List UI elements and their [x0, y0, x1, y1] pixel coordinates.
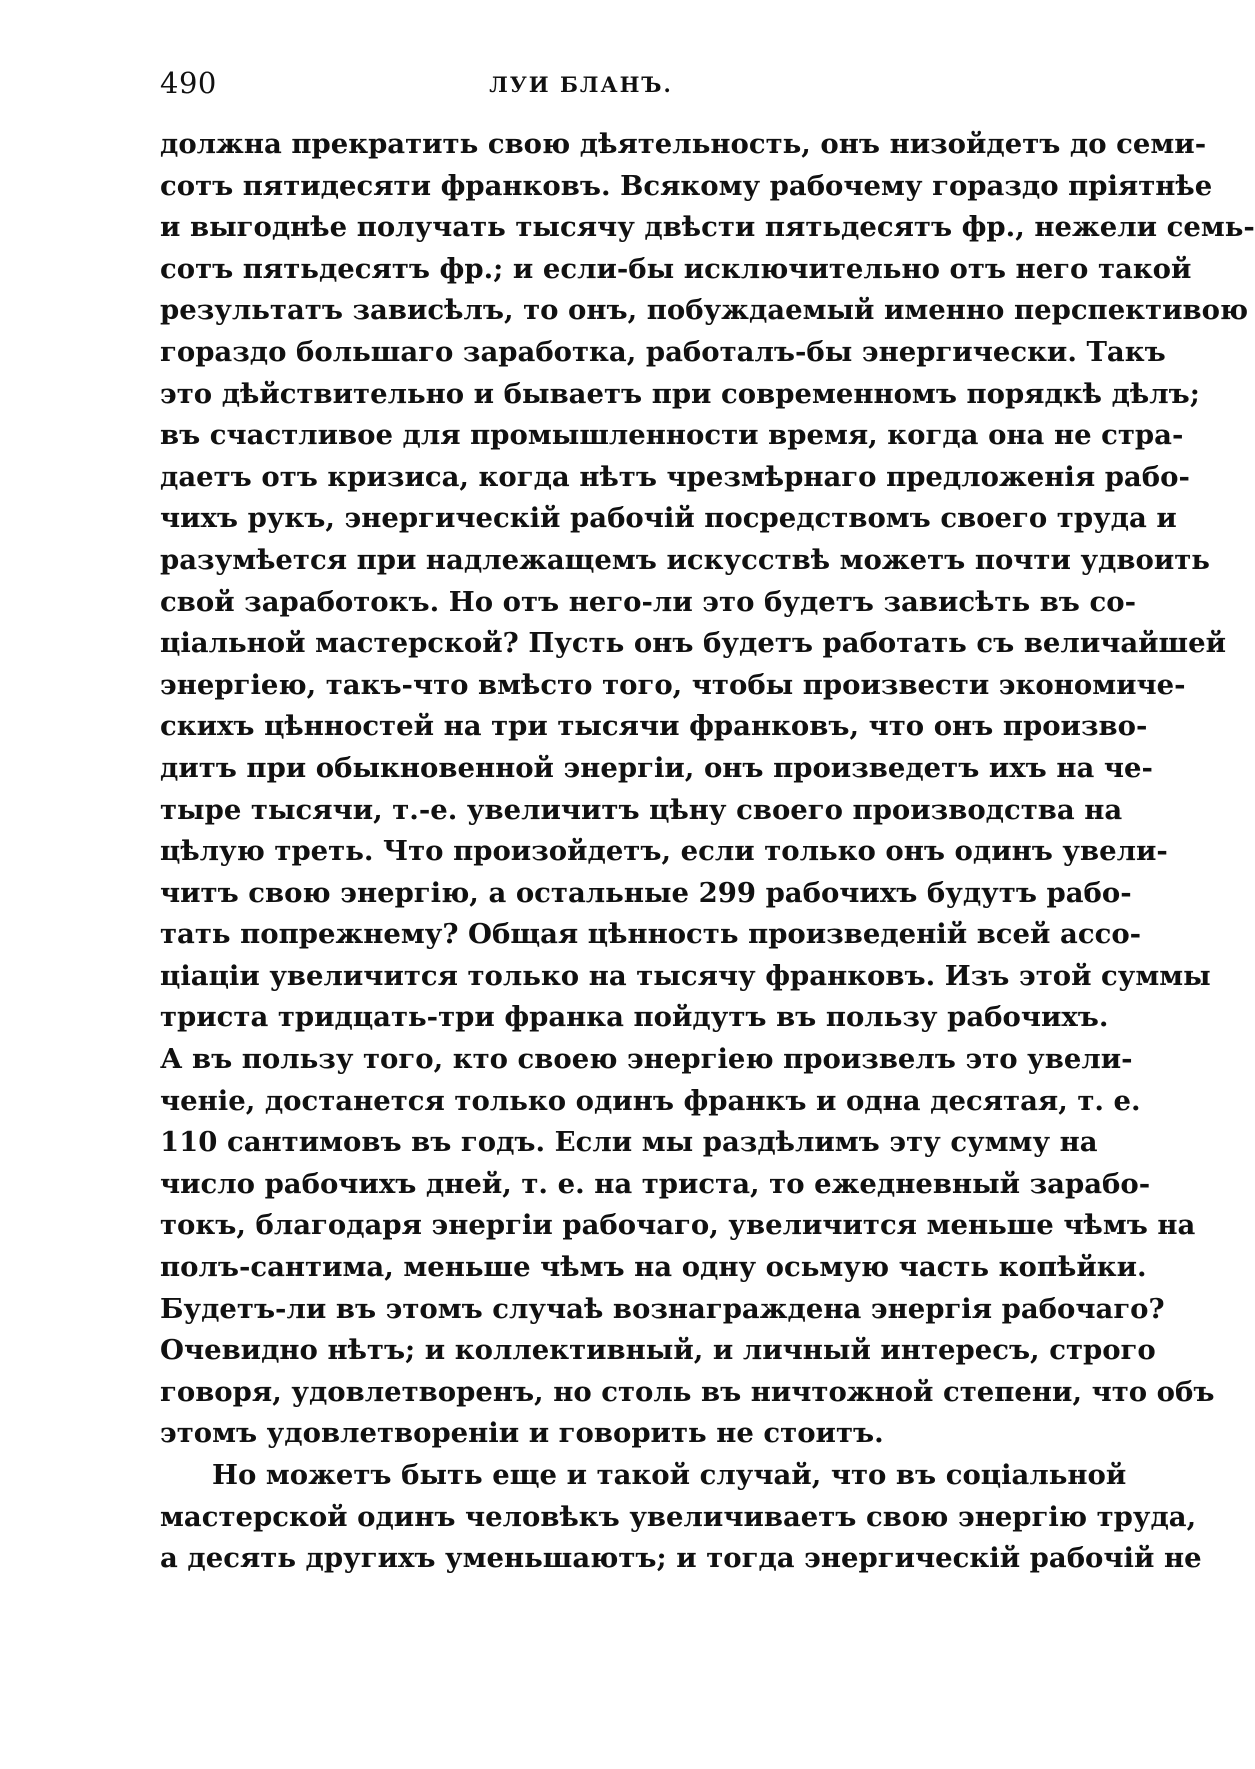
text-line: Очевидно нѣтъ; и коллективный, и личный интересъ, строго [160, 1334, 1156, 1367]
text-line: ціаціи увеличится только на тысячу франковъ. Изъ этой суммы [160, 959, 1211, 992]
text-line: Но можетъ быть еще и такой случай, что въ соціальной [212, 1459, 1127, 1491]
text-line: токъ, благодаря энергіи рабочаго, увеличится меньше чѣмъ на [160, 1209, 1196, 1242]
page-header [160, 58, 1002, 98]
text-line: Будетъ-ли въ этомъ случаѣ вознаграждена энергія рабочаго? [160, 1292, 1165, 1325]
text-line: и выгоднѣе получать тысячу двѣсти пятьдесятъ фр., нежели семь- [160, 211, 1255, 244]
text-line: триста тридцать-три франка пойдутъ въ пользу рабочихъ. [160, 1001, 1109, 1034]
text-line: 110 сантимовъ въ годъ. Если мы раздѣлимъ эту сумму на [160, 1126, 1098, 1159]
text-line: ціальной мастерской? Пусть онъ будетъ работать съ величайшей [160, 627, 1227, 660]
text-line: разумѣется при надлежащемъ искусствѣ можетъ почти удвоить [160, 543, 1210, 576]
text-line: дитъ при обыкновенной энергіи, онъ произведетъ ихъ на че- [160, 751, 1153, 784]
text-line: даетъ отъ кризиса, когда нѣтъ чрезмѣрнаго предложенія рабо- [160, 460, 1190, 493]
text-line: тать попрежнему? Общая цѣнность произведеній всей ассо- [160, 918, 1142, 951]
body-text [160, 124, 1255, 1580]
text-line: скихъ цѣнностей на три тысячи франковъ, что онъ произво- [160, 710, 1148, 743]
text-line: читъ свою энергію, а остальные 299 рабочихъ будутъ рабо- [160, 876, 1132, 909]
text-line: чихъ рукъ, энергическій рабочій посредствомъ своего труда и [160, 502, 1177, 535]
paragraph-2 [160, 1455, 1202, 1580]
text-line: а десять другихъ уменьшаютъ; и тогда энергическій рабочій не [160, 1542, 1202, 1575]
text-line: говоря, удовлетворенъ, но столь въ ничтожной степени, что объ [160, 1375, 1215, 1408]
text-line: въ счастливое для промышленности время, когда она не стра- [160, 419, 1184, 452]
book-page [160, 58, 1255, 1580]
text-line: сотъ пятидесяти франковъ. Всякому рабочему гораздо пріятнѣе [160, 169, 1213, 202]
text-line: цѣлую треть. Что произойдетъ, если только онъ одинъ увели- [160, 835, 1168, 868]
text-line: число рабочихъ дней, т. е. на триста, то ежедневный зарабо- [160, 1167, 1151, 1200]
text-line: этомъ удовлетвореніи и говорить не стоитъ. [160, 1417, 884, 1450]
text-line: полъ-сантима, меньше чѣмъ на одну осьмую часть копѣйки. [160, 1251, 1147, 1284]
page-number: 490 [160, 66, 217, 100]
text-line: ченіе, достанется только одинъ франкъ и одна десятая, т. е. [160, 1084, 1141, 1117]
text-line: гораздо большаго заработка, работалъ-бы энергически. Такъ [160, 335, 1166, 368]
text-line: результатъ зависѣлъ, то онъ, побуждаемый именно перспективою [160, 294, 1249, 327]
text-line: мастерской одинъ человѣкъ увеличиваетъ свою энергію труда, [160, 1500, 1197, 1533]
text-line: свой заработокъ. Но отъ него-ли это будетъ зависѣть въ со- [160, 585, 1136, 618]
text-line: сотъ пятьдесятъ фр.; и если-бы исключительно отъ него такой [160, 252, 1192, 285]
paragraph-1 [160, 124, 1255, 1455]
text-line: должна прекратить свою дѣятельность, онъ низойдетъ до семи- [160, 128, 1207, 160]
text-line: тыре тысячи, т.-е. увеличитъ цѣну своего производства на [160, 793, 1123, 826]
text-line: это дѣйствительно и бываетъ при современномъ порядкѣ дѣлъ; [160, 377, 1200, 410]
text-line: А въ пользу того, кто своею энергіею произвелъ это увели- [160, 1043, 1133, 1076]
running-head: ЛУИ БЛАНЪ. [489, 72, 673, 97]
text-line: энергіею, такъ-что вмѣсто того, чтобы произвести экономиче- [160, 668, 1186, 701]
